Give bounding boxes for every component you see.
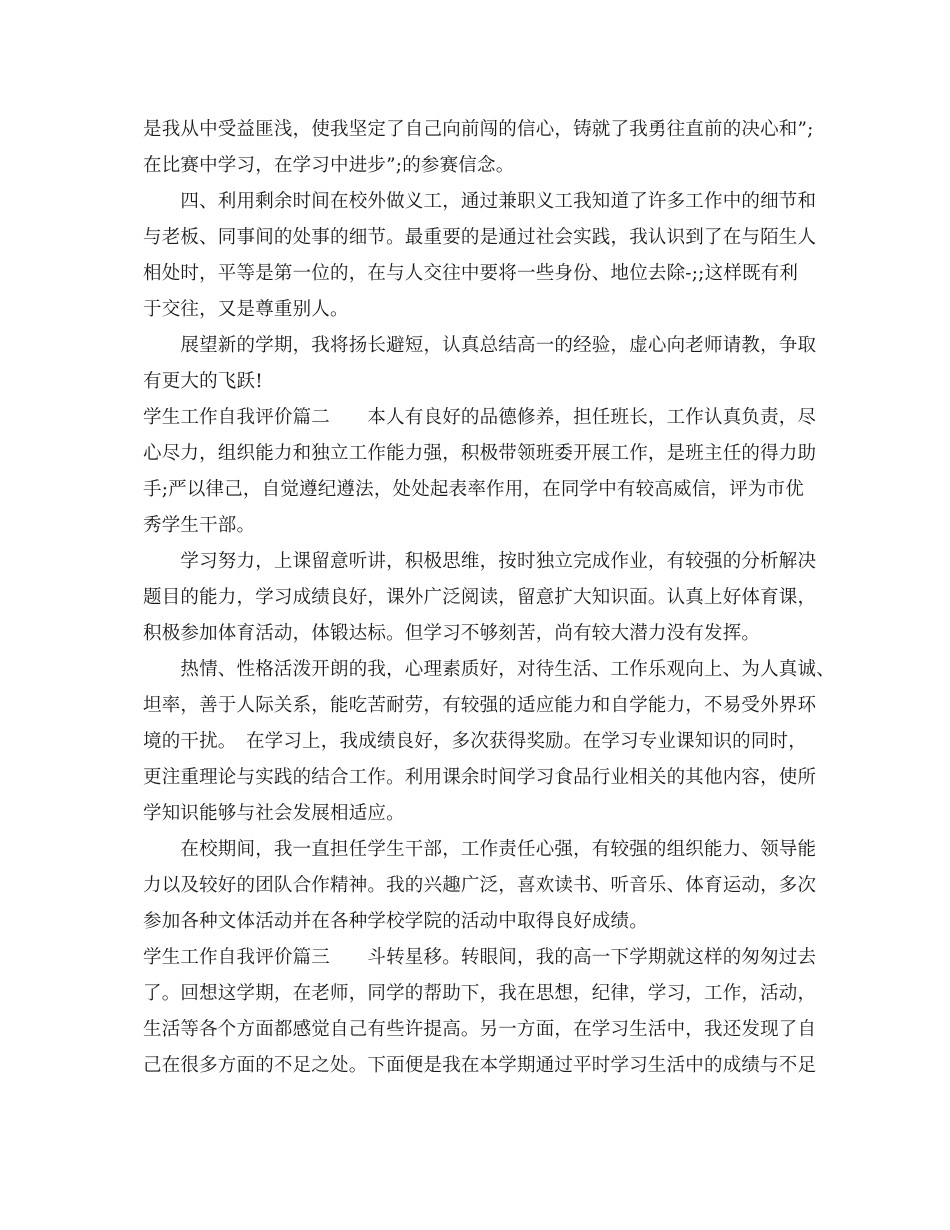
text-line: 在校期间，我一直担任学生干部，工作责任心强，有较强的组织能力、领导能 — [143, 839, 817, 860]
text-line: 相处时，平等是第一位的，在与人交往中要将一些身份、地位去除-;;这样既有利 — [143, 263, 799, 284]
text-line: 坦率，善于人际关系，能吃苦耐劳，有较强的适应能力和自学能力，不易受外界环 — [143, 695, 817, 716]
text-line: 四、利用剩余时间在校外做义工，通过兼职义工我知道了许多工作中的细节和 — [143, 191, 817, 212]
text-line: 于交往，又是尊重别人。 — [143, 299, 349, 320]
section-heading-line: 学生工作自我评价篇三 斗转星移。转眼间，我的高一下学期就这样的匆匆过去 — [143, 947, 817, 968]
text-line: 学知识能够与社会发展相适应。 — [143, 803, 405, 824]
text-line: 心尽力，组织能力和独立工作能力强，积极带领班委开展工作，是班主任的得力助 — [143, 443, 817, 464]
text-line: 更注重理论与实践的结合工作。利用课余时间学习食品行业相关的其他内容，使所 — [143, 767, 817, 788]
section-heading-line: 学生工作自我评价篇二 本人有良好的品德修养，担任班长，工作认真负责，尽 — [143, 407, 817, 428]
text-line: 秀学生干部。 — [143, 515, 256, 536]
text-line: 己在很多方面的不足之处。下面便是我在本学期通过平时学习生活中的成绩与不足 — [143, 1055, 817, 1076]
text-line: 展望新的学期，我将扬长避短，认真总结高一的经验，虚心向老师请教，争取 — [143, 335, 817, 356]
text-line: 手;严以律己，自觉遵纪遵法，处处起表率作用，在同学中有较高威信，评为市优 — [143, 479, 804, 500]
text-line: 积极参加体育活动，体锻达标。但学习不够刻苦，尚有较大潜力没有发挥。 — [143, 623, 761, 644]
text-line: 境的干扰。 在学习上，我成绩良好，多次获得奖励。在学习专业课知识的同时， — [143, 731, 807, 752]
text-line: 在比赛中学习，在学习中进步”;的参赛信念。 — [143, 155, 515, 176]
text-line: 是我从中受益匪浅，使我坚定了自己向前闯的信心，铸就了我勇往直前的决心和”; — [143, 119, 814, 140]
text-line: 热情、性格活泼开朗的我，心理素质好，对待生活、工作乐观向上、为人真诚、 — [143, 659, 835, 680]
text-line: 有更大的飞跃! — [143, 371, 263, 392]
text-line: 参加各种文体活动并在各种学校学院的活动中取得良好成绩。 — [143, 911, 648, 932]
text-line: 与老板、同事间的处事的细节。最重要的是通过社会实践，我认识到了在与陌生人 — [143, 227, 817, 248]
text-line: 了。回想这学期，在老师，同学的帮助下，我在思想，纪律，学习，工作，活动， — [143, 983, 817, 1004]
text-line: 学习努力，上课留意听讲，积极思维，按时独立完成作业，有较强的分析解决 — [143, 551, 817, 572]
text-line: 题目的能力，学习成绩良好，课外广泛阅读，留意扩大知识面。认真上好体育课， — [143, 587, 817, 608]
text-line: 力以及较好的团队合作精神。我的兴趣广泛，喜欢读书、听音乐、体育运动，多次 — [143, 875, 817, 896]
text-line: 生活等各个方面都感觉自己有些许提高。另一方面，在学习生活中，我还发现了自 — [143, 1019, 817, 1040]
